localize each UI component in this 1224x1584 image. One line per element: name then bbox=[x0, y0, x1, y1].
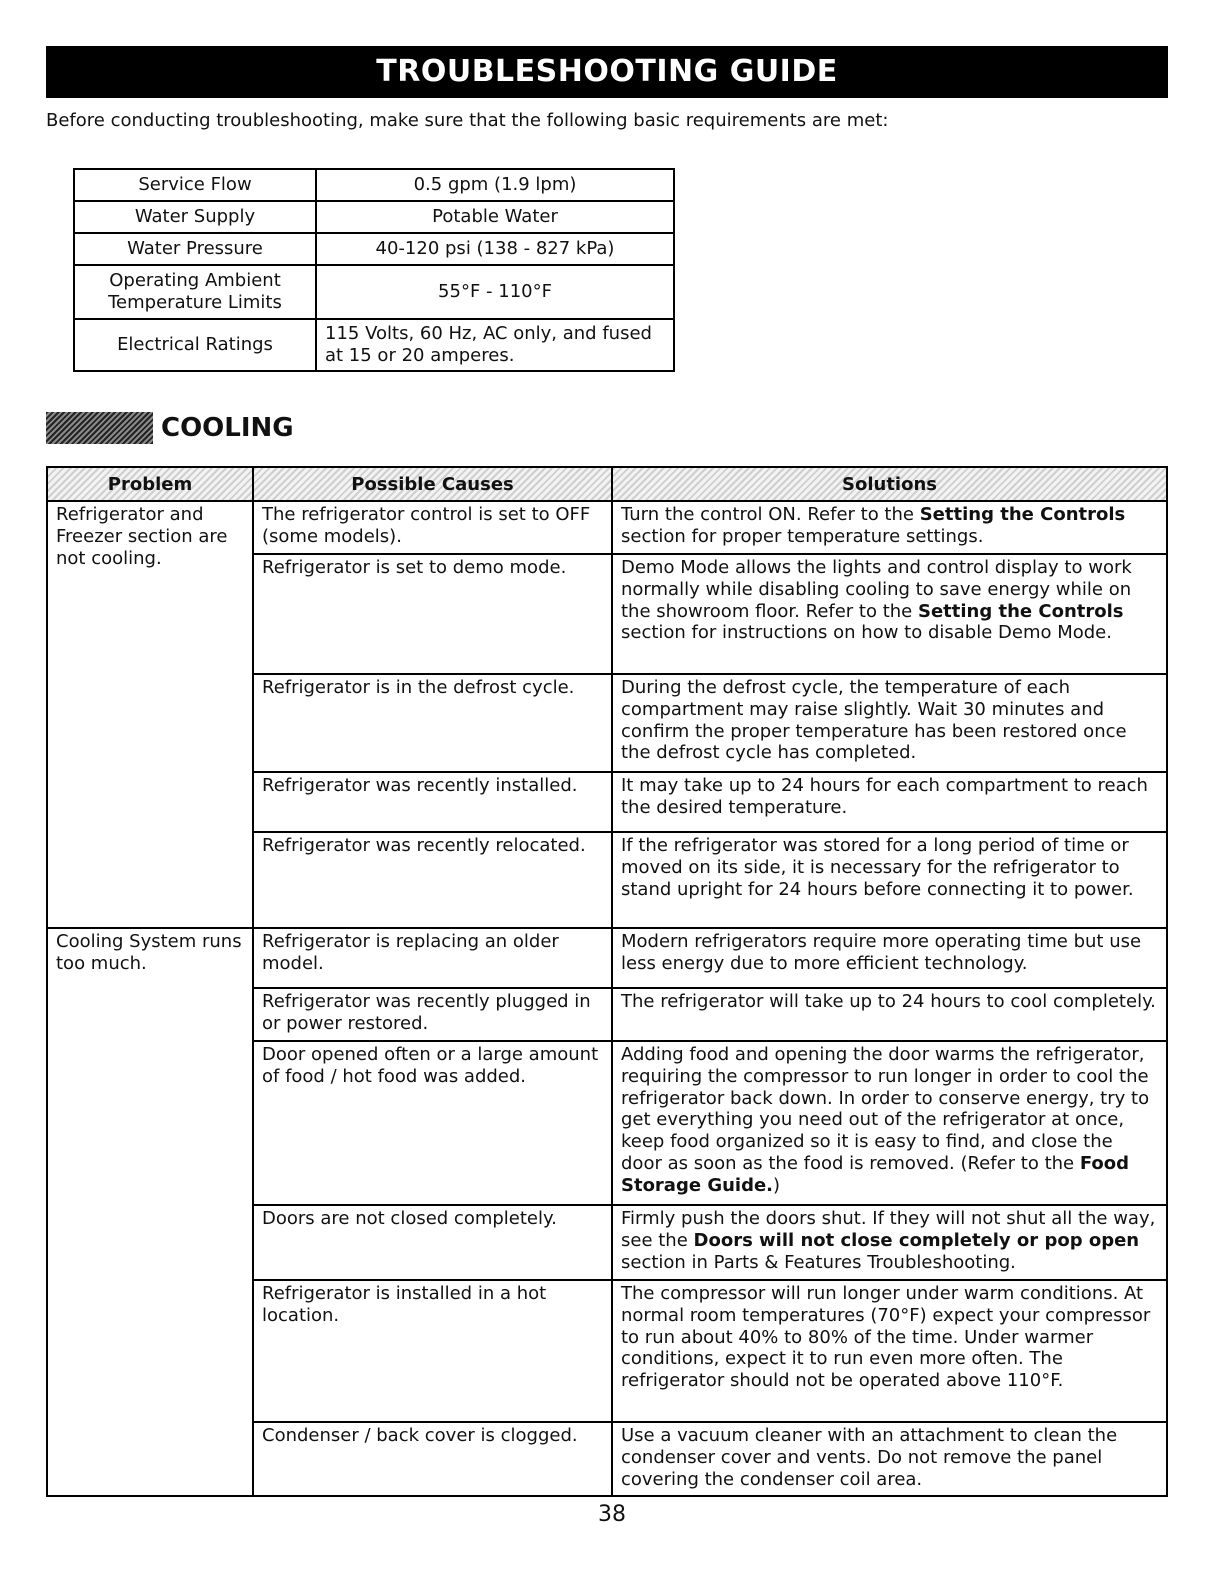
solution-cell: Modern refrigerators require more operating time but use less energy due to more efficient technology. bbox=[612, 928, 1167, 988]
solution-reference: Doors will not close completely or pop open bbox=[693, 1229, 1140, 1251]
column-header-problem: Problem bbox=[47, 467, 253, 501]
page-number: 38 bbox=[598, 1502, 626, 1527]
table-row bbox=[74, 169, 674, 201]
table-row bbox=[74, 319, 674, 371]
requirement-value: 0.5 gpm (1.9 lpm) bbox=[316, 169, 674, 201]
requirement-label: Water Supply bbox=[74, 201, 316, 233]
requirement-label: Electrical Ratings bbox=[74, 319, 316, 371]
requirement-value: 40-120 psi (138 - 827 kPa) bbox=[316, 233, 674, 265]
solution-cell: The compressor will run longer under warm conditions. At normal room temperatures (70°F) expect your compressor to run about 40% to 80% of the time. Under warmer conditions, expect it to run even more often. The refrigerator should not be operated above 110°F. bbox=[612, 1280, 1167, 1422]
requirement-label: Water Pressure bbox=[74, 233, 316, 265]
cause-cell: Door opened often or a large amount of food / hot food was added. bbox=[253, 1041, 612, 1205]
solution-cell: The refrigerator will take up to 24 hours to cool completely. bbox=[612, 988, 1167, 1041]
table-row bbox=[74, 201, 674, 233]
cause-cell: Refrigerator is set to demo mode. bbox=[253, 554, 612, 674]
cause-cell: Refrigerator was recently installed. bbox=[253, 772, 612, 832]
requirement-value: 115 Volts, 60 Hz, AC only, and fused at 15 or 20 amperes. bbox=[316, 319, 674, 371]
requirement-label: Service Flow bbox=[74, 169, 316, 201]
section-heading bbox=[46, 410, 294, 446]
solution-reference: Setting the Controls bbox=[919, 504, 1126, 525]
cause-cell: Doors are not closed completely. bbox=[253, 1205, 612, 1280]
section-bar-decoration bbox=[46, 412, 153, 444]
requirement-label: Operating Ambient Temperature Limits bbox=[74, 265, 316, 319]
solution-reference: Setting the Controls bbox=[917, 600, 1124, 622]
solution-cell: Firmly push the doors shut. If they will not shut all the way, see the Doors will not close completely or pop open section in Parts & Features Troubleshooting. bbox=[612, 1205, 1167, 1280]
cause-cell: Refrigerator is installed in a hot location. bbox=[253, 1280, 612, 1422]
solution-cell: If the refrigerator was stored for a long period of time or moved on its side, it is necessary for the refrigerator to stand upright for 24 hours before connecting it to power. bbox=[612, 832, 1167, 928]
solution-cell: Turn the control ON. Refer to the Setting the Controls section for proper temperature settings. bbox=[612, 501, 1167, 554]
solution-cell: During the defrost cycle, the temperature of each compartment may raise slightly. Wait 30 minutes and confirm the proper temperature has been restored once the defrost cycle has completed. bbox=[612, 674, 1167, 772]
cause-cell: Refrigerator was recently plugged in or power restored. bbox=[253, 988, 612, 1041]
troubleshooting-table bbox=[46, 466, 1168, 1497]
column-header-solutions: Solutions bbox=[612, 467, 1167, 501]
column-header-causes: Possible Causes bbox=[253, 467, 612, 501]
cause-cell: Refrigerator was recently relocated. bbox=[253, 832, 612, 928]
solution-cell: Adding food and opening the door warms the refrigerator, requiring the compressor to run longer in order to cool the refrigerator back down. In order to conserve energy, try to get everything you need out of the refrigerator at once, keep food organized so it is easy to find, and close the door as soon as the food is removed. (Refer to the Food Storage Guide.) bbox=[612, 1041, 1167, 1205]
table-header-row bbox=[47, 467, 1167, 501]
requirements-table bbox=[73, 168, 675, 372]
cause-cell: The refrigerator control is set to OFF (some models). bbox=[253, 501, 612, 554]
table-row bbox=[47, 501, 1167, 554]
section-title: COOLING bbox=[161, 413, 294, 443]
page-title: TROUBLESHOOTING GUIDE bbox=[46, 46, 1168, 98]
solution-reference: Food Storage Guide. bbox=[621, 1152, 1130, 1196]
problem-cell: Refrigerator and Freezer section are not cooling. bbox=[47, 501, 253, 928]
cause-cell: Refrigerator is replacing an older model. bbox=[253, 928, 612, 988]
table-row bbox=[47, 928, 1167, 988]
requirement-value: 55°F - 110°F bbox=[316, 265, 674, 319]
problem-cell: Cooling System runs too much. bbox=[47, 928, 253, 1496]
table-row bbox=[74, 265, 674, 319]
solution-cell: Use a vacuum cleaner with an attachment to clean the condenser cover and vents. Do not remove the panel covering the condenser coil area. bbox=[612, 1422, 1167, 1496]
cause-cell: Condenser / back cover is clogged. bbox=[253, 1422, 612, 1496]
solution-cell: It may take up to 24 hours for each compartment to reach the desired temperature. bbox=[612, 772, 1167, 832]
intro-text: Before conducting troubleshooting, make sure that the following basic requirements are met: bbox=[46, 110, 889, 131]
cause-cell: Refrigerator is in the defrost cycle. bbox=[253, 674, 612, 772]
table-row bbox=[74, 233, 674, 265]
solution-cell: Demo Mode allows the lights and control display to work normally while disabling cooling to save energy while on the showroom floor. Refer to the Setting the Controls section for instructions on how to disable Demo Mode. bbox=[612, 554, 1167, 674]
requirement-value: Potable Water bbox=[316, 201, 674, 233]
